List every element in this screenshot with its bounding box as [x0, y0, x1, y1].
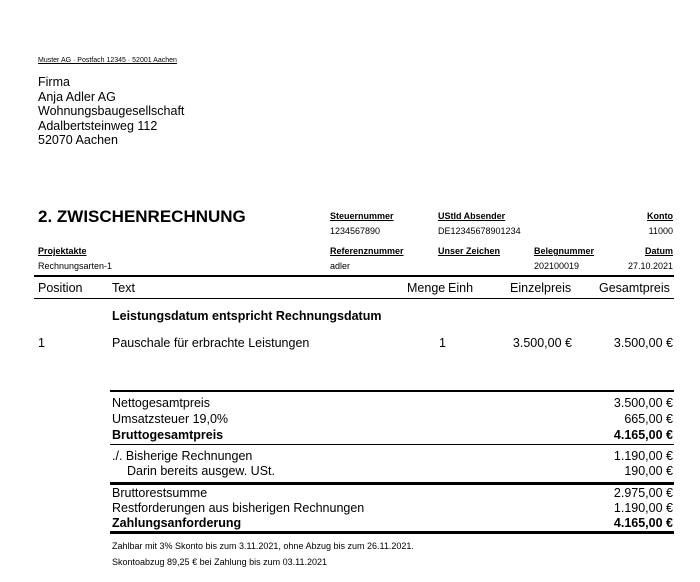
sender-line: Muster AG · Postfach 12345 · 52001 Aachen — [38, 57, 177, 64]
beleg-label: Belegnummer — [534, 246, 595, 256]
recipient-line: Anja Adler AG — [38, 89, 116, 104]
zahlung-label: Zahlungsanforderung — [112, 516, 242, 530]
col-position: Position — [38, 281, 83, 295]
beleg-value: 202100019 — [534, 261, 580, 271]
projektakte-value: Rechnungsarten-1 — [38, 261, 113, 271]
col-einzelpreis: Einzelpreis — [510, 281, 572, 295]
brutto-label: Bruttogesamtpreis — [112, 428, 224, 442]
recipient-address — [38, 75, 184, 148]
recipient-line: 52070 Aachen — [38, 133, 118, 148]
brutto-rule — [110, 444, 674, 445]
item-gesamtpreis: 3.500,00 € — [613, 336, 673, 350]
header-top-rule — [34, 275, 674, 277]
item-position: 1 — [38, 336, 45, 350]
totals-top-rule — [110, 390, 674, 392]
bisher-label: ./. Bisherige Rechnungen — [112, 449, 253, 463]
recipient-line: Adalbertsteinweg 112 — [38, 118, 158, 133]
restford-value: 1.190,00 € — [613, 501, 673, 515]
projektakte-label: Projektakte — [38, 246, 87, 256]
recipient-line: Wohnungsbaugesellschaft — [38, 104, 185, 119]
col-menge: Menge — [407, 281, 446, 295]
item-text: Pauschale für erbrachte Leistungen — [112, 336, 310, 350]
restford-label: Restforderungen aus bisherigen Rechnungen — [112, 501, 365, 515]
konto-label: Konto — [647, 211, 673, 221]
rest-rule — [110, 482, 674, 485]
darin-label: Darin bereits ausgew. USt. — [127, 464, 275, 478]
steuernummer-value: 1234567890 — [330, 226, 381, 236]
referenz-value: adler — [330, 261, 351, 271]
payment-terms: Zahlbar mit 3% Skonto bis zum 3.11.2021, ohne Abzug bis zum 26.11.2021. — [112, 541, 414, 551]
item-einzelpreis: 3.500,00 € — [512, 336, 572, 350]
header-bottom-rule — [34, 298, 674, 299]
ustid-label: UStId Absender — [438, 211, 506, 221]
rest-value: 2.975,00 € — [613, 486, 673, 500]
datum-value: 27.10.2021 — [627, 261, 673, 271]
ustid-value: DE12345678901234 — [438, 226, 521, 236]
zahlung-rule — [110, 531, 674, 534]
document-title: 2. ZWISCHENRECHNUNG — [38, 207, 246, 226]
netto-value: 3.500,00 € — [613, 396, 673, 410]
col-text: Text — [112, 281, 135, 295]
leistungsdatum-note: Leistungsdatum entspricht Rechnungsdatum — [112, 309, 382, 323]
col-gesamtpreis: Gesamtpreis — [599, 281, 670, 295]
col-einh: Einh — [448, 281, 474, 295]
skonto-note: Skontoabzug 89,25 € bei Zahlung bis zum 03.11.2021 — [112, 557, 327, 567]
brutto-value: 4.165,00 € — [613, 428, 673, 442]
netto-label: Nettogesamtpreis — [112, 396, 210, 410]
referenz-label: Referenznummer — [330, 246, 404, 256]
datum-label: Datum — [644, 246, 673, 256]
zeichen-label: Unser Zeichen — [438, 246, 501, 256]
item-menge: 1 — [439, 336, 446, 350]
rest-label: Bruttorestsumme — [112, 486, 208, 500]
ust-label: Umsatzsteuer 19,0% — [112, 412, 229, 426]
steuernummer-label: Steuernummer — [330, 211, 394, 221]
konto-value: 11000 — [648, 226, 673, 236]
bisher-value: 1.190,00 € — [613, 449, 673, 463]
recipient-line: Firma — [38, 75, 70, 89]
darin-value: 190,00 € — [624, 464, 673, 478]
ust-value: 665,00 € — [624, 412, 673, 426]
zahlung-value: 4.165,00 € — [613, 516, 673, 530]
